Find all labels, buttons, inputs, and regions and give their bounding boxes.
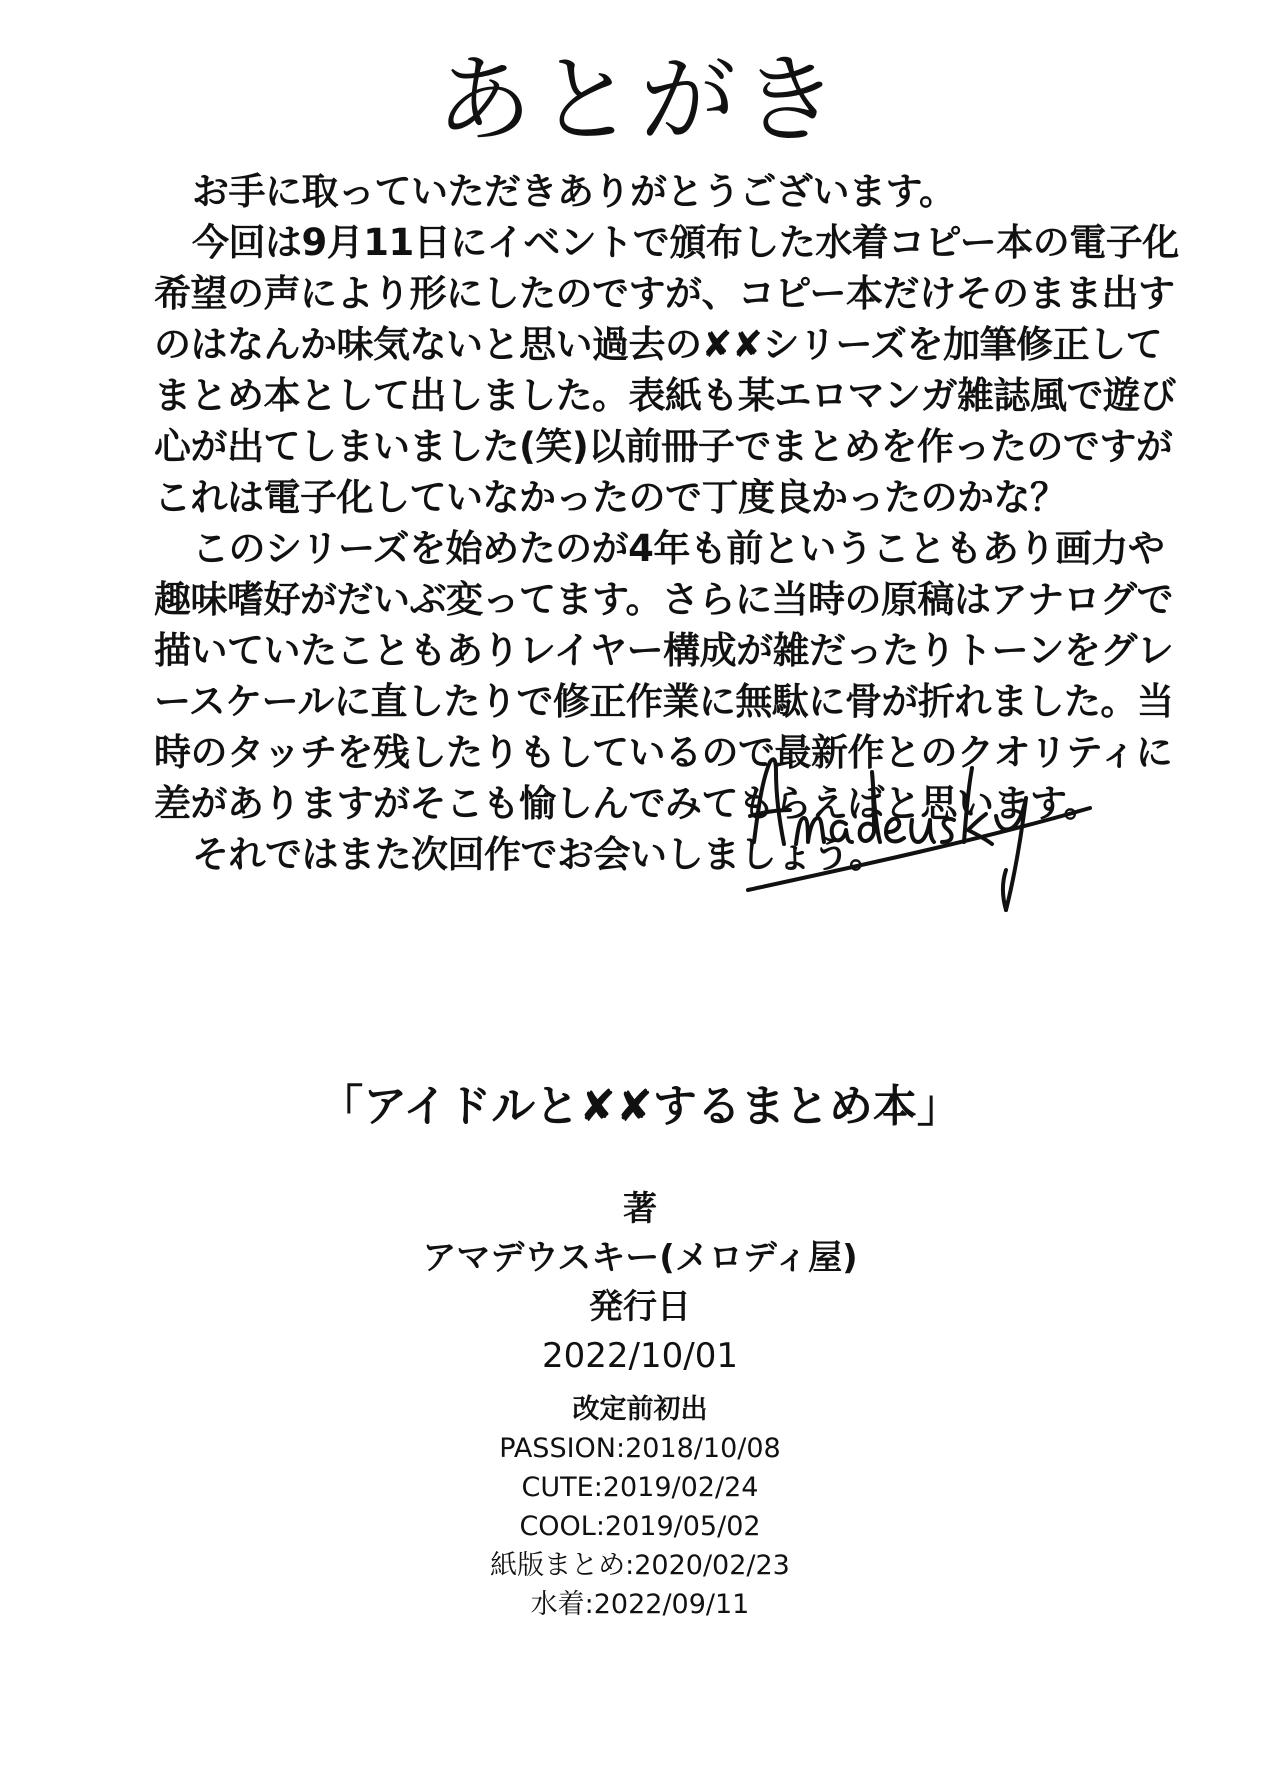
afterword-title: あとがき [436,44,844,156]
body-line: まとめ本として出しました。表紙も某エロマンガ雑誌風で遊び [154,374,1176,417]
history-label: 改定前初出 [572,1394,708,1425]
first-publication-history [0,1390,1280,1624]
body-line: 描いていたこともありレイヤー構成が雑だったりトーンをグレ [154,629,1174,672]
body-line: それではまた次回作でお会いしましょう。 [192,833,886,876]
history-item: CUTE:2019/02/24 [521,1472,759,1503]
body-line: お手に取っていただきありがとうございます。 [192,170,956,213]
history-item: 紙版まとめ:2020/02/23 [490,1550,790,1581]
body-line: 今回は9月11日にイベントで頒布した水着コピー本の電子化 [192,221,1179,264]
history-item: COOL:2019/05/02 [519,1511,761,1542]
body-line: このシリーズを始めたのが4年も前ということもあり画力や [192,527,1165,570]
credits [0,1185,1280,1381]
body-line: 趣味嗜好がだいぶ変ってます。さらに当時の原稿はアナログで [154,578,1174,621]
body-line: 希望の声により形にしたのですが、コピー本だけそのまま出す [154,272,1175,315]
body-line: 心が出てしまいました(笑)以前冊子でまとめを作ったのですが [154,425,1173,468]
body-line: これは電子化していなかったので丁度良かったのかな？ [154,476,1067,519]
book-title: 「アイドルと✘✘するまとめ本」 [319,1081,961,1132]
body-line: ースケールに直したりで修正作業に無駄に骨が折れました。当 [154,680,1174,723]
publish-date-label: 発行日 [589,1287,691,1327]
author-label: 著 [623,1189,657,1229]
history-item: PASSION:2018/10/08 [499,1433,781,1464]
publish-date: 2022/10/01 [542,1336,738,1376]
body-line: 時のタッチを残したりもしているので最新作とのクオリティに [154,731,1173,774]
body-line: 差がありますがそこも愉しんでみてもらえばと思います。 [154,782,1101,825]
body-line: のはなんか味気ないと思い過去の✘✘シリーズを加筆修正して [154,323,1163,366]
history-item: 水着:2022/09/11 [530,1589,750,1620]
author-name: アマデウスキー(メロディ屋) [422,1238,858,1278]
handwritten-signature [740,720,1100,920]
